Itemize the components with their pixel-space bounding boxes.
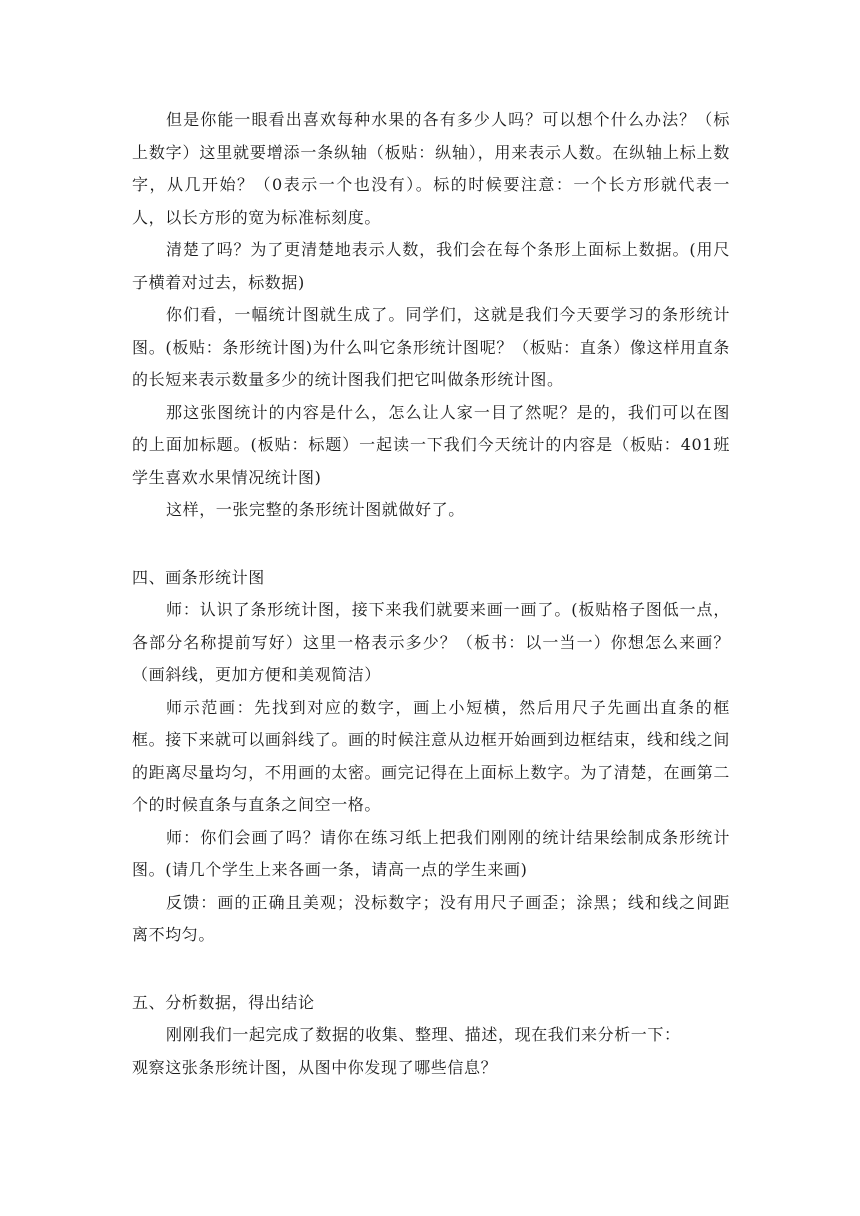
paragraph-analysis-intro: 刚刚我们一起完成了数据的收集、整理、描述，现在我们来分析一下： — [166, 1025, 681, 1044]
section-heading-draw-chart: 四、画条形统计图 — [132, 567, 265, 587]
section-heading-analyze-data: 五、分析数据，得出结论 — [132, 992, 315, 1012]
paragraph-bar-chart-definition: 你们看，一幅统计图就生成了。同学们，这就是我们今天要学习的条形统计图。(板贴：条形统计图)为什么叫它条形统计图呢？（板贴：直条）像这样用直条的长短来表示数量多少的统计图我们把它叫做条形统计图。 — [132, 305, 730, 389]
paragraph-teacher-demo: 师示范画：先找到对应的数字，画上小短横，然后用尺子先画出直条的框框。接下来就可以画斜线了。画的时候注意从边框开始画到边框结束，线和线之间的距离尽量均匀，不用画的太密。画完记得在上面标上数字。为了清楚，在画第二个的时候直条与直条之间空一格。 — [132, 697, 730, 814]
document-body — [132, 104, 730, 1084]
paragraph-student-practice: 师：你们会画了吗？请你在练习纸上把我们刚刚的统计结果绘制成条形统计图。(请几个学生上来各画一条，请高一点的学生来画) — [132, 827, 730, 879]
paragraph-label-data: 清楚了吗？为了更清楚地表示人数，我们会在每个条形上面标上数据。(用尺子横着对过去，标数据) — [132, 240, 730, 292]
section-spacer — [132, 952, 730, 987]
paragraph-chart-title: 那这张图统计的内容是什么，怎么让人家一目了然呢？是的，我们可以在图的上面加标题。(板贴：标题）一起读一下我们今天统计的内容是（板贴：401班学生喜欢水果情况统计图) — [132, 402, 730, 487]
paragraph-chart-complete: 这样，一张完整的条形统计图就做好了。 — [166, 500, 465, 519]
paragraph-how-to-draw: 师：认识了条形统计图，接下来我们就要来画一画了。(板贴格子图低一点，各部分名称提前写好）这里一格表示多少？（板书：以一当一）你想怎么来画？（画斜线，更加方便和美观简洁） — [132, 600, 730, 684]
paragraph-observe-chart: 观察这张条形统计图，从图中你发现了哪些信息？ — [132, 1057, 498, 1077]
paragraph-feedback: 反馈：画的正确且美观；没标数字；没有用尺子画歪；涂黑；线和线之间距离不均匀。 — [132, 892, 730, 944]
paragraph-vertical-axis: 但是你能一眼看出喜欢每种水果的各有多少人吗？可以想个什么办法？（标上数字）这里就要增添一条纵轴（板贴：纵轴），用来表示人数。在纵轴上标上数字，从几开始？（0表示一个也没有）。标的时候要注意：一个长方形就代表一人，以长方形的宽为标准标刻度。 — [132, 110, 730, 227]
section-spacer — [132, 527, 730, 562]
